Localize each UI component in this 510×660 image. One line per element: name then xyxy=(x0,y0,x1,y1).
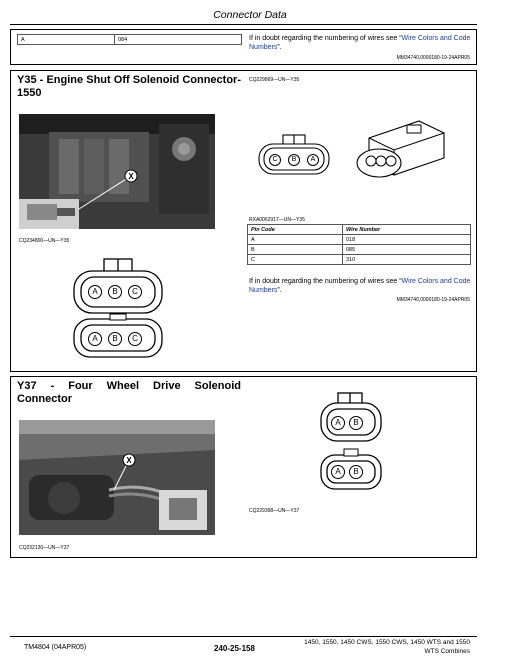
footer-rule xyxy=(10,636,477,637)
wire-colors-link[interactable]: Wire Colors and Code Numbers xyxy=(249,278,471,294)
wire-number-cell: 018 xyxy=(343,235,471,245)
note-text-end: ”. xyxy=(277,44,282,51)
note-reference: MM34740,0000180-19-24APR05 xyxy=(396,297,470,303)
pin-code-cell: A xyxy=(18,35,115,45)
y37-connector-caption: CQ229398—UN—Y37 xyxy=(249,508,300,514)
y37-photo-caption: CQ232130—UN—Y37 xyxy=(19,545,70,551)
wire-number-cell: 084 xyxy=(115,35,242,45)
note-reference: MM34740,0000180-19-24APR05 xyxy=(396,55,470,61)
wire-number-header: Wire Number xyxy=(343,225,471,235)
wire-colors-note xyxy=(249,34,473,52)
pin-a-icon: A xyxy=(307,154,319,166)
pin-c-icon: C xyxy=(269,154,281,166)
y35-section-title: Y35 - Engine Shut Off Solenoid Connector-1550 xyxy=(17,74,241,99)
y35-section-panel xyxy=(10,70,477,372)
top-section-panel xyxy=(10,29,477,65)
footer-models-line1: 1450, 1550, 1450 CWS, 1550 CWS, 1450 WTS and 1550 xyxy=(304,639,470,646)
pin-b-icon: B xyxy=(349,416,363,430)
table-row xyxy=(18,35,242,45)
pin-b-icon: B xyxy=(108,285,122,299)
y35-connector-caption: CQ229869—UN—Y35 xyxy=(249,77,300,83)
y37-connector-drawing xyxy=(316,391,386,501)
header-rule xyxy=(10,24,477,25)
y35-photo-caption: CQ234800—UN—Y35 xyxy=(19,238,70,244)
pin-code-cell: B xyxy=(248,245,343,255)
pin-c-icon: C xyxy=(128,285,142,299)
wire-colors-note xyxy=(249,277,473,295)
footer-models-line2: WTS Combines xyxy=(424,648,470,655)
y35-table-ref: RXA0062917—UN—Y35 xyxy=(249,217,305,223)
y35-connector-3d-sketch xyxy=(349,113,454,188)
note-text-end: ”. xyxy=(277,287,282,294)
footer-manual-code: TM4804 (04APR05) xyxy=(24,644,87,651)
y37-section-panel xyxy=(10,376,477,558)
pin-a-icon: A xyxy=(331,465,345,479)
page-header-title: Connector Data xyxy=(213,9,287,21)
pin-c-icon: C xyxy=(128,332,142,346)
svg-text:X: X xyxy=(128,172,134,181)
pin-code-header: Pin Code xyxy=(248,225,343,235)
pin-b-icon: B xyxy=(349,465,363,479)
pin-code-cell: A xyxy=(248,235,343,245)
wire-colors-link[interactable]: Wire Colors and Code Numbers xyxy=(249,35,471,51)
wire-number-cell: 085 xyxy=(343,245,471,255)
pin-a-icon: A xyxy=(331,416,345,430)
y37-solenoid-photo xyxy=(19,420,215,535)
y35-connector-drawing-large xyxy=(69,256,169,366)
y35-pin-table xyxy=(247,224,471,265)
y35-engine-photo xyxy=(19,114,215,229)
pin-b-icon: B xyxy=(288,154,300,166)
svg-text:X: X xyxy=(126,456,132,465)
engine-photo-illustration xyxy=(19,114,215,229)
top-pin-table xyxy=(17,34,242,45)
pin-a-icon: A xyxy=(88,332,102,346)
pin-code-cell: C xyxy=(248,255,343,265)
wire-number-cell: 310 xyxy=(343,255,471,265)
table-header-row xyxy=(248,225,471,235)
solenoid-photo-illustration xyxy=(19,420,215,535)
footer-page-number: 240-25-158 xyxy=(214,644,255,653)
table-row xyxy=(248,255,471,265)
pin-b-icon: B xyxy=(108,332,122,346)
table-row xyxy=(248,235,471,245)
pin-a-icon: A xyxy=(88,285,102,299)
note-text: If in doubt regarding the numbering of wires see “ xyxy=(249,278,402,285)
note-text: If in doubt regarding the numbering of wires see “ xyxy=(249,35,402,42)
y37-section-title: Y37 - Four Wheel Drive Solenoid Connector xyxy=(17,380,241,405)
table-row xyxy=(248,245,471,255)
